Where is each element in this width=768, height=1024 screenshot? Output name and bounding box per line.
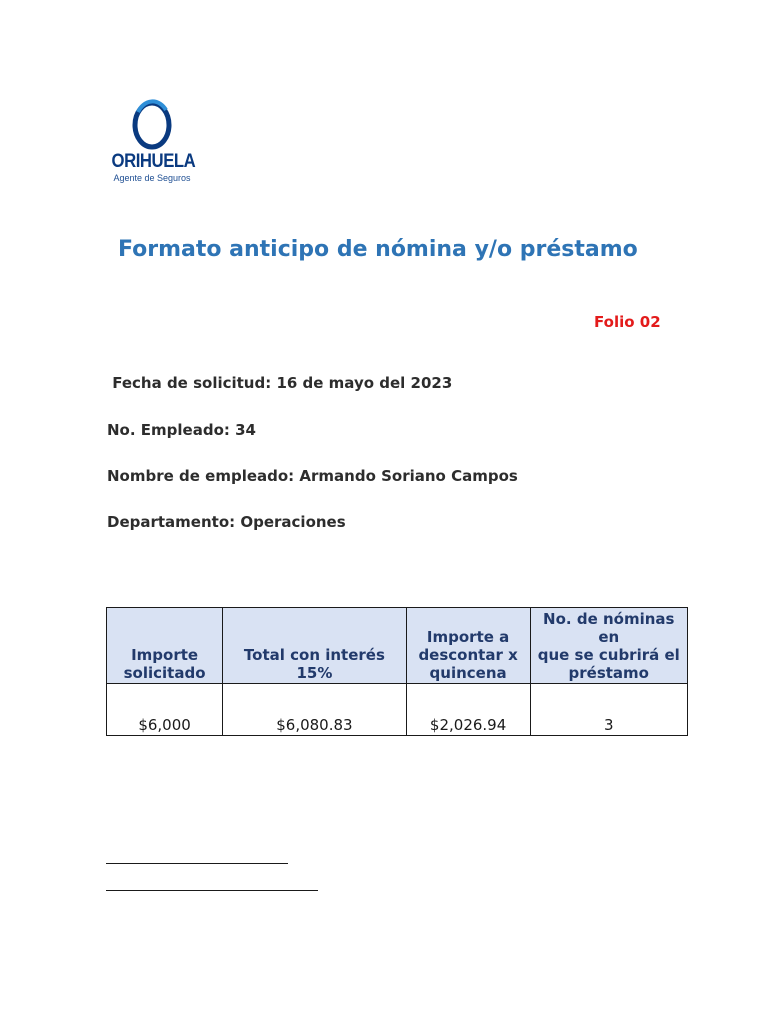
employee-number-field: No. Empleado: 34	[107, 421, 256, 439]
header-line: que se cubrirá el	[537, 646, 680, 664]
department-field: Departamento: Operaciones	[107, 513, 346, 531]
cell-total-con-interes: $6,080.83	[223, 684, 407, 736]
loan-table	[106, 607, 688, 736]
folio-number: Folio 02	[594, 313, 661, 331]
header-importe-descontar	[406, 608, 530, 684]
header-line: préstamo	[568, 664, 649, 682]
header-importe-solicitado	[107, 608, 223, 684]
header-line: quincena	[429, 664, 507, 682]
header-no-nominas	[530, 608, 687, 684]
company-logo	[106, 95, 198, 195]
table-row	[107, 684, 688, 736]
header-line: 15%	[296, 664, 333, 682]
logo-name: ORIHUELA	[111, 151, 196, 172]
cell-importe-descontar: $2,026.94	[406, 684, 530, 736]
header-line: descontar x	[418, 646, 518, 664]
logo-subtitle: Agente de Seguros	[113, 173, 191, 183]
ring-logo-icon	[130, 98, 174, 152]
loan-table-header-row	[107, 608, 688, 684]
header-line: en	[598, 628, 620, 646]
header-line: solicitado	[123, 664, 206, 682]
request-date-field: Fecha de solicitud: 16 de mayo del 2023	[107, 374, 453, 392]
signature-line-1	[106, 863, 288, 864]
signature-line-2	[106, 890, 318, 891]
header-line: Importe a	[426, 628, 510, 646]
cell-no-nominas: 3	[530, 684, 687, 736]
employee-name-field: Nombre de empleado: Armando Soriano Campos	[107, 467, 518, 485]
header-total-con-interes	[223, 608, 407, 684]
document-title: Formato anticipo de nómina y/o préstamo	[118, 237, 638, 262]
cell-importe-solicitado: $6,000	[107, 684, 223, 736]
header-line: Importe	[131, 646, 199, 664]
header-line: No. de nóminas	[543, 610, 675, 628]
header-line: Total con interés	[243, 646, 385, 664]
